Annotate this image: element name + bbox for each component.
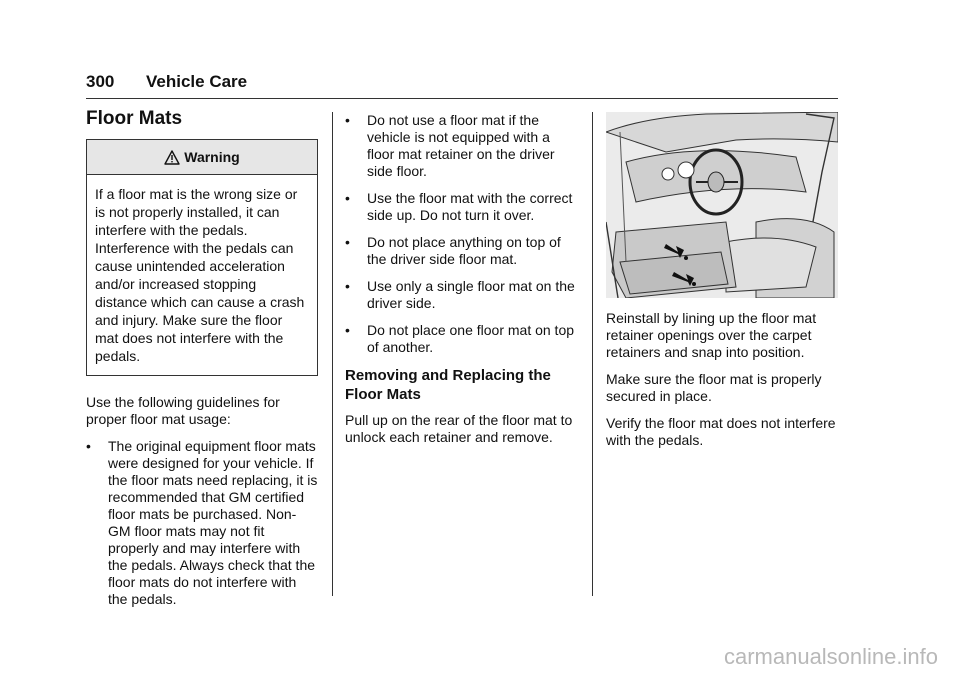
column-1 <box>86 110 318 618</box>
page-number: 300 <box>86 72 115 91</box>
subheading: Removing and Replacing the Floor Mats <box>345 367 551 403</box>
bullet: • <box>345 190 350 206</box>
column-2 <box>345 112 577 456</box>
warning-label: Warning <box>184 149 240 165</box>
column-3 <box>606 112 838 459</box>
list-item: • Use the floor mat with the correct side up. Do not turn it over. <box>345 190 573 223</box>
warning-header <box>87 140 317 175</box>
warning-icon <box>164 143 180 177</box>
list-item: • Do not use a floor mat if the vehicle is not equipped with a floor mat retainer on the driver side floor. <box>345 112 555 179</box>
section-title: Vehicle Care <box>146 72 248 91</box>
guideline-list <box>345 112 577 356</box>
floor-mat-illustration <box>606 112 838 298</box>
secure-text: Make sure the floor mat is properly secured in place. <box>606 371 822 404</box>
verify-text: Verify the floor mat does not interfere with the pedals. <box>606 415 836 448</box>
watermark: carmanualsonline.info <box>723 644 938 669</box>
guideline-list <box>86 438 318 608</box>
list-item: • Do not place anything on top of the driver side floor mat. <box>345 234 561 267</box>
warning-text: If a floor mat is the wrong size or is not properly installed, it can interfere with the pedals. Interference with the pedals can cause unintended acceleration and/or increased stopping distance which can cause a crash and injury. Make sure the floor mat does not interfere with the pedals. <box>95 186 305 364</box>
column-divider <box>332 112 333 596</box>
page-title: Floor Mats <box>86 108 183 129</box>
bullet: • <box>345 234 350 250</box>
column-divider <box>592 112 593 596</box>
removing-text: Pull up on the rear of the floor mat to unlock each retainer and remove. <box>345 412 573 445</box>
page-header <box>86 72 838 99</box>
list-item: • The original equipment floor mats were designed for your vehicle. If the floor mats need replacing, it is recommended that GM certified floor mats be purchased. Non-GM floor mats may not fit properly and may interfere with the pedals. Always check that the floor mats do not interfere with the pedals. <box>86 438 318 607</box>
intro-text: Use the following guidelines for proper floor mat usage: <box>86 394 280 427</box>
bullet: • <box>345 112 350 128</box>
bullet: • <box>345 322 350 338</box>
reinstall-text: Reinstall by lining up the floor mat retainer openings over the carpet retainers and snap into position. <box>606 310 817 360</box>
bullet: • <box>86 438 91 454</box>
bullet: • <box>345 278 350 294</box>
list-item: • Use only a single floor mat on the driver side. <box>345 278 575 311</box>
warning-box <box>86 139 318 376</box>
list-item: • Do not place one floor mat on top of another. <box>345 322 575 355</box>
